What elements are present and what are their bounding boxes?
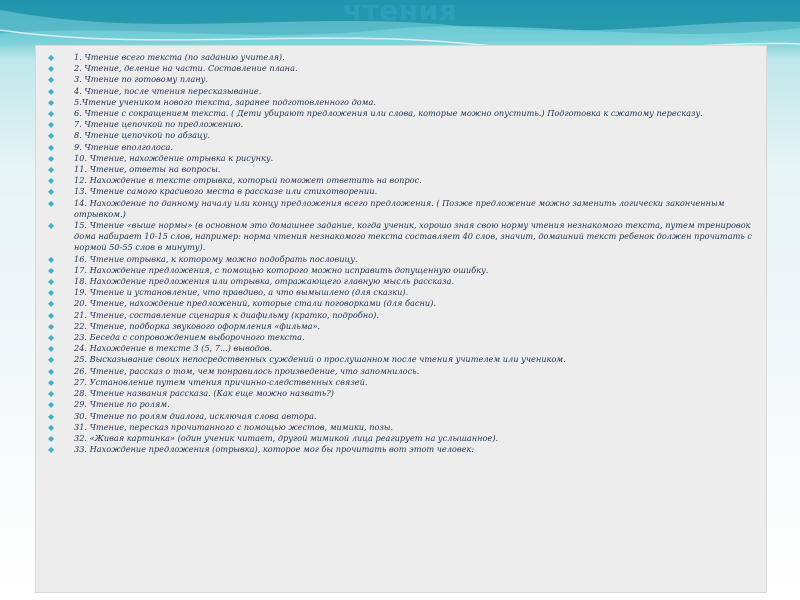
list-item-text: 28. Чтение названия рассказа. (Как еще можно назвать?) [74, 388, 334, 399]
bullet-icon: ◆ [48, 120, 55, 130]
methods-list [48, 52, 760, 455]
bullet-icon: ◆ [48, 142, 55, 152]
bullet-icon: ◆ [48, 75, 55, 85]
bullet-icon: ◆ [48, 198, 55, 208]
list-item-text: 32. «Живая картинка» (один ученик читает, другой мимикой лица реагирует на услышанное). [74, 432, 499, 443]
list-item-text: 8. Чтение цепочкой по абзацу. [74, 130, 211, 141]
list-item-text: 14. Нахождение по данному началу или концу предложения всего предложения. ( Позже предложение можно заменить логически законченным отрывком.) [74, 197, 725, 219]
list-item [48, 366, 760, 377]
list-item-text: 9. Чтение вполголоса. [74, 141, 173, 152]
bullet-icon: ◆ [48, 221, 55, 231]
bullet-icon: ◆ [48, 97, 55, 107]
list-item-text: 25. Высказывание своих непосредственных суждений о прослушанном после чтения учителем или учеником. [74, 354, 566, 365]
bullet-icon: ◆ [48, 433, 55, 443]
list-item-text: 5.Чтение учеником нового текста, заранее подготовленного дома. [74, 96, 376, 107]
bullet-icon: ◆ [48, 277, 55, 287]
list-item-text: 13. Чтение самого красивого места в рассказе или стихотворении. [74, 186, 378, 197]
list-item [48, 321, 760, 332]
bullet-icon: ◆ [48, 53, 55, 62]
list-item [48, 198, 760, 220]
bullet-icon: ◆ [48, 333, 55, 343]
bullet-icon: ◆ [48, 165, 55, 175]
list-item-text: 20. Чтение, нахождение предложений, которые стали поговорками (для басни). [74, 298, 436, 309]
list-item [48, 108, 760, 119]
list-item [48, 119, 760, 130]
list-item [48, 310, 760, 321]
list-item [48, 388, 760, 399]
bullet-icon: ◆ [48, 321, 55, 331]
bullet-icon: ◆ [48, 400, 55, 410]
list-item-text: 23. Беседа с сопровождением выборочного текста. [74, 332, 305, 343]
list-item-text: 31. Чтение, пересказ прочитанного с помощью жестов, мимики, позы. [74, 421, 394, 432]
list-item [48, 52, 760, 63]
list-item-text: 10. Чтение, нахождение отрывка к рисунку. [74, 152, 274, 163]
bullet-icon: ◆ [48, 411, 55, 421]
list-item-text: 1. Чтение всего текста (по заданию учителя). [74, 52, 285, 62]
bullet-icon: ◆ [48, 64, 55, 74]
list-item [48, 153, 760, 164]
list-item [48, 220, 760, 254]
bullet-icon: ◆ [48, 254, 55, 264]
list-item [48, 343, 760, 354]
list-item [48, 287, 760, 298]
list-item [48, 74, 760, 85]
list-item [48, 422, 760, 433]
list-item [48, 298, 760, 309]
list-item-text: 17. Нахождение предложения, с помощью которого можно исправить допущенную ошибку. [74, 264, 489, 275]
list-item [48, 186, 760, 197]
list-item [48, 433, 760, 444]
list-item-text: 21. Чтение, составление сценария к диафильму (кратко, подробно). [74, 309, 379, 320]
list-item [48, 97, 760, 108]
bullet-icon: ◆ [48, 288, 55, 298]
bullet-icon: ◆ [48, 176, 55, 186]
list-item-text: 24. Нахождение в тексте 3 (5, 7...) выводов. [74, 343, 273, 354]
bullet-icon: ◆ [48, 355, 55, 365]
bullet-icon: ◆ [48, 265, 55, 275]
list-item-text: 6. Чтение с сокращением текста. ( Дети убирают предложения или слова, которые можно опустить.) Подготовка к сжатому пересказу. [74, 108, 703, 119]
list-item-text: 18. Нахождение предложения или отрывка, отражающего главную мысль рассказа. [74, 276, 455, 287]
list-item-text: 4. Чтение, после чтения пересказывание. [74, 85, 262, 96]
bullet-icon: ◆ [48, 422, 55, 432]
list-item-text: 22. Чтение, подборка звукового оформления «фильма». [74, 320, 321, 331]
bullet-icon: ◆ [48, 131, 55, 141]
list-item-text: 27. Установление путем чтения причинно-следственных связей. [74, 376, 368, 387]
list-item-text: 7. Чтение цепочкой по предложению. [74, 119, 244, 130]
bullet-icon: ◆ [48, 310, 55, 320]
list-item-text: 26. Чтение, рассказ о том, чем понравилось произведение, что запомнилось. [74, 365, 420, 376]
bullet-icon: ◆ [48, 377, 55, 387]
bullet-icon: ◆ [48, 153, 55, 163]
bullet-icon: ◆ [48, 86, 55, 96]
bullet-icon: ◆ [48, 187, 55, 197]
list-item [48, 175, 760, 186]
bullet-icon: ◆ [48, 299, 55, 309]
list-item-text: 3. Чтение по готовому плану. [74, 74, 208, 85]
list-item [48, 411, 760, 422]
list-item-text: 11. Чтение, ответы на вопросы. [74, 164, 221, 175]
list-item-text: 16. Чтение отрывка, к которому можно подобрать пословицу. [74, 253, 358, 264]
list-item-text: 30. Чтение по ролям диалога, исключая слова автора. [74, 410, 317, 421]
list-item [48, 142, 760, 153]
list-item [48, 377, 760, 388]
list-item [48, 86, 760, 97]
list-item [48, 265, 760, 276]
list-item-text: 33. Нахождение предложения (отрывка), которое мог бы прочитать вот этот человек: [74, 444, 475, 455]
list-item [48, 399, 760, 410]
slide-title: чтения [342, 0, 458, 27]
list-item-text: 2. Чтение, деление на части. Составление плана. [74, 63, 298, 74]
bullet-icon: ◆ [48, 366, 55, 376]
list-item [48, 354, 760, 365]
list-item-text: 12. Нахождение в тексте отрывка, который поможет ответить на вопрос. [74, 175, 422, 186]
list-item-text: 29. Чтение по ролям. [74, 399, 170, 410]
bullet-icon: ◆ [48, 344, 55, 354]
bullet-icon: ◆ [48, 109, 55, 119]
list-item [48, 254, 760, 265]
list-item [48, 332, 760, 343]
list-item [48, 63, 760, 74]
list-item [48, 276, 760, 287]
list-item [48, 164, 760, 175]
list-item-text: 19. Чтение и установление, что правдиво, а что вымышлено (для сказки). [74, 287, 409, 298]
list-item-text: 15. Чтение «выше нормы» (в основном это домашнее задание, когда ученик, хорошо зная свою норму чтения незнакомого текста, путем тренировок дома набирает 10-15 слов, например: норма чтения незнакомого текста составляет 40 слов, значит, домашний текст ребенок должен прочитать с нормой 50-55 слов в минуту). [74, 220, 752, 253]
bullet-icon: ◆ [48, 389, 55, 399]
list-item [48, 444, 760, 455]
list-item [48, 130, 760, 141]
bullet-icon: ◆ [48, 445, 55, 455]
